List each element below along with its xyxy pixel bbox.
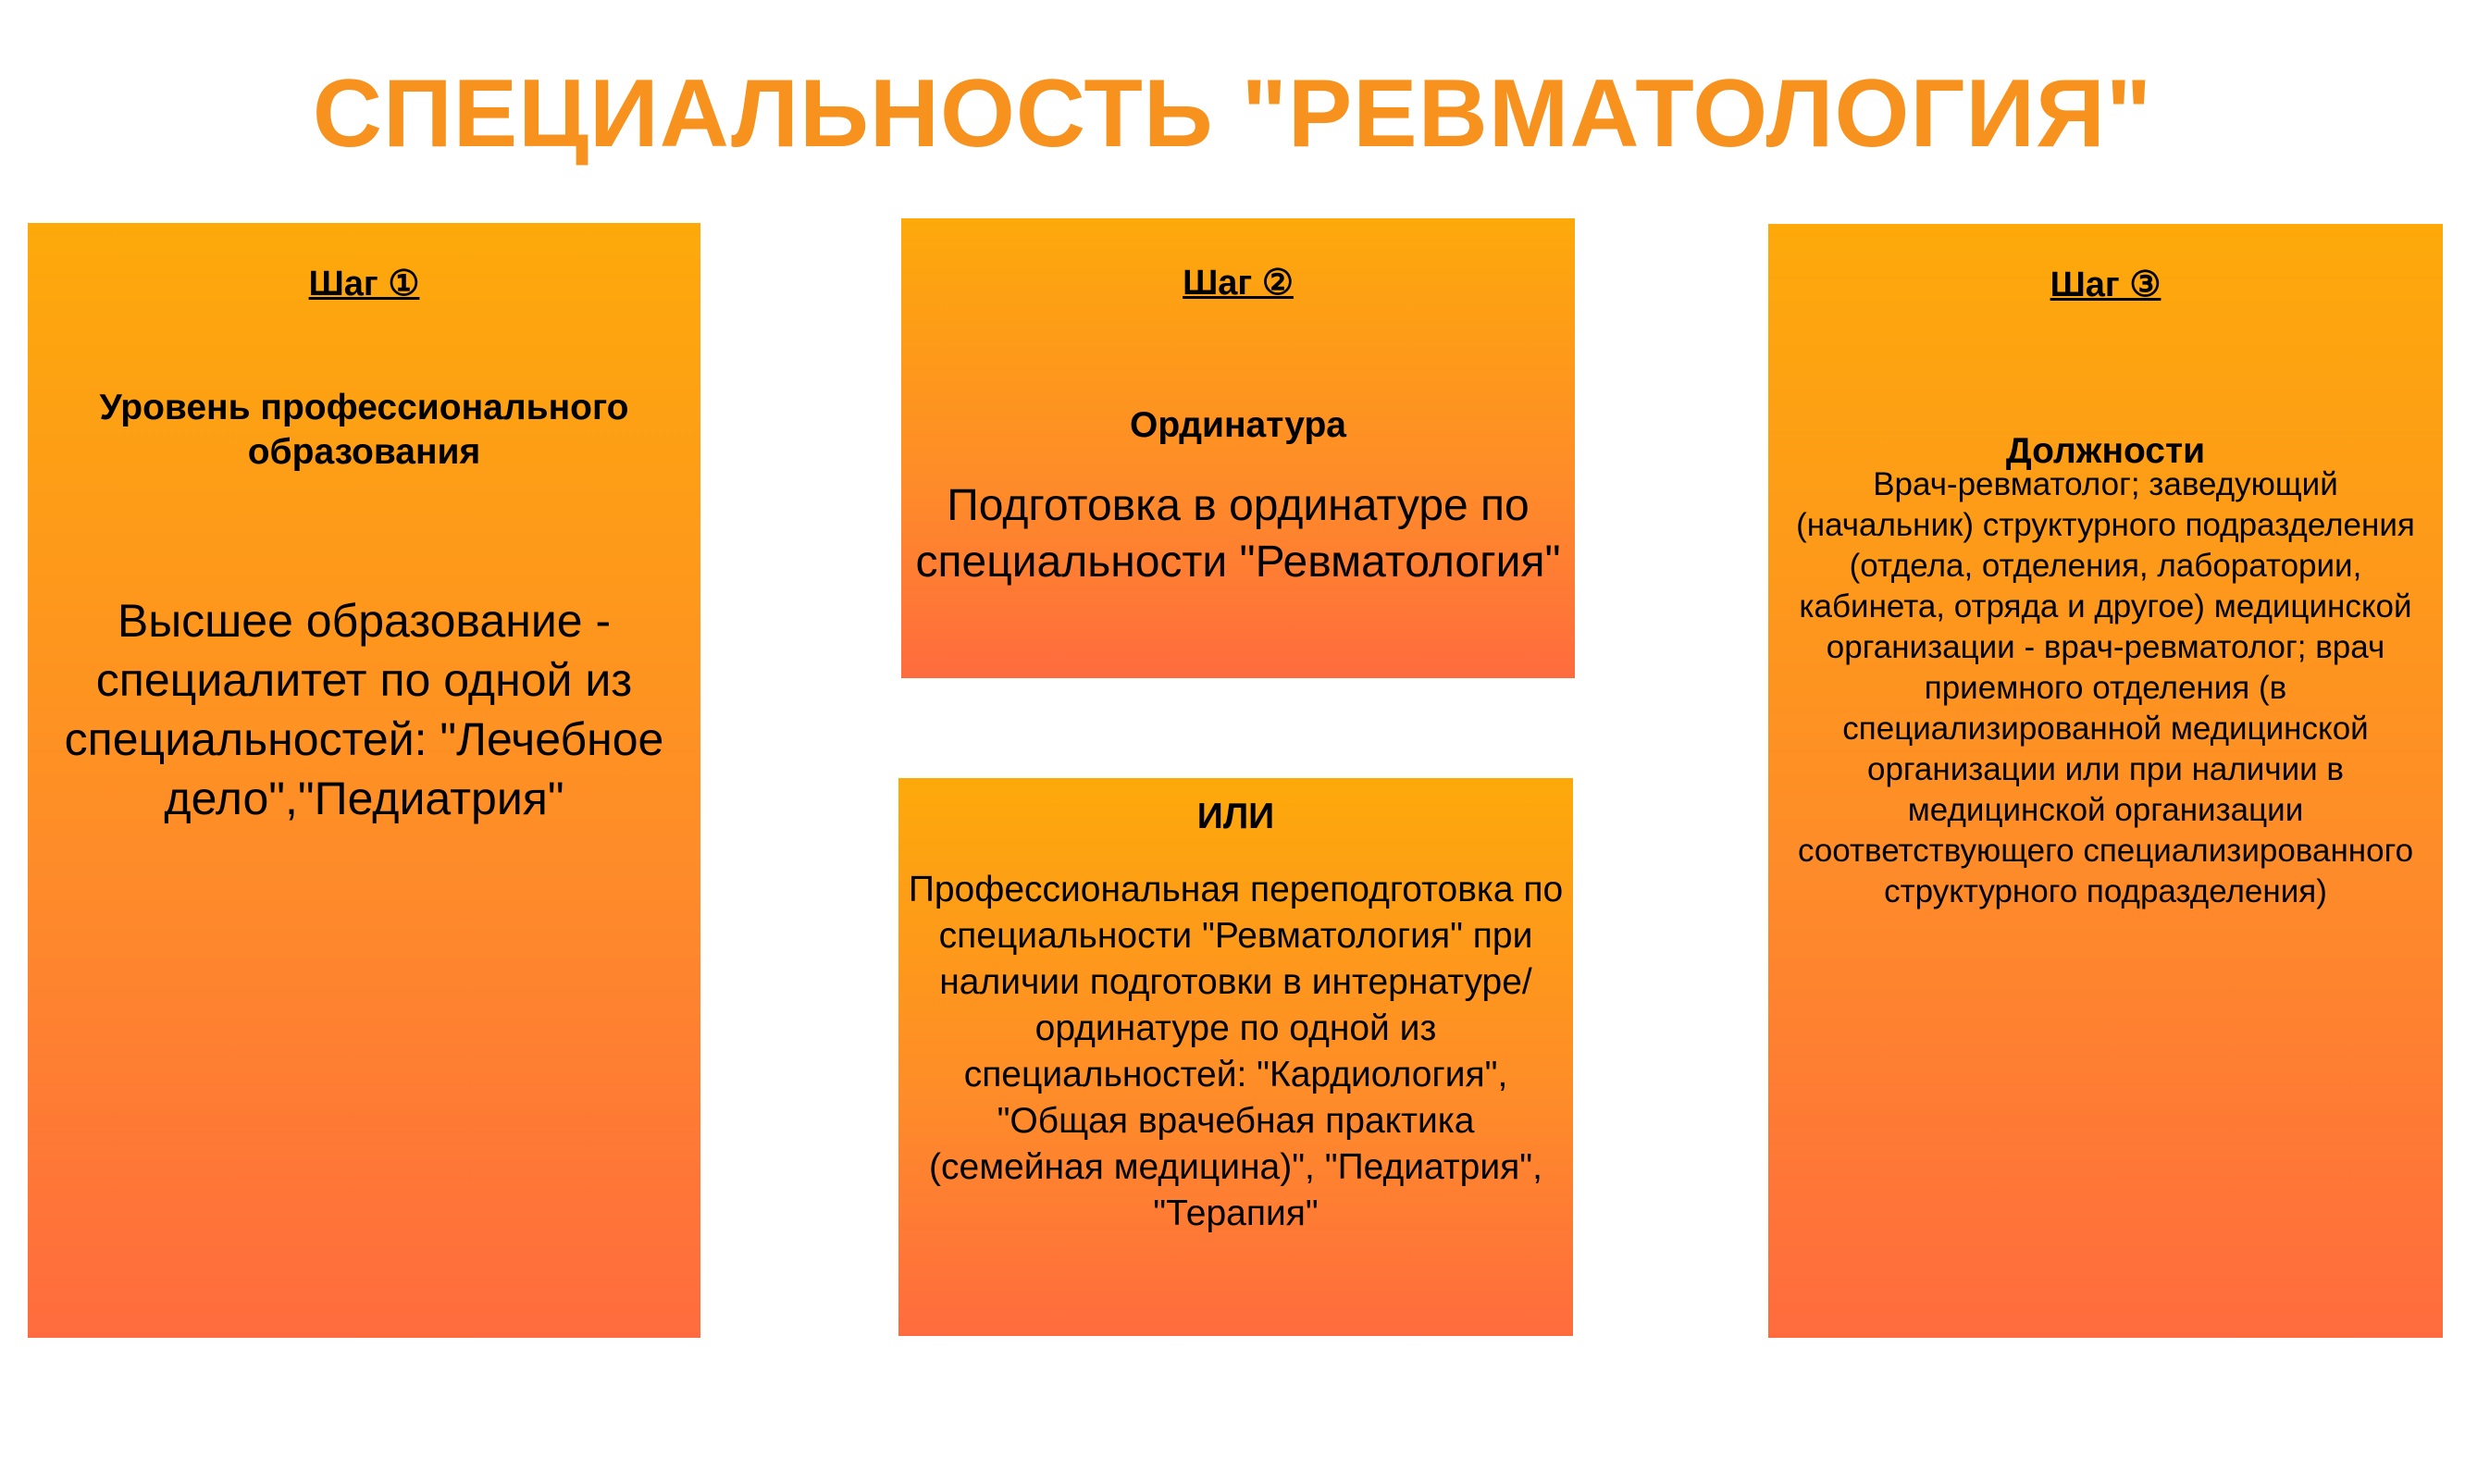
step-2-heading: Ординатура bbox=[1130, 405, 1346, 445]
step-1-label: Шаг ① bbox=[308, 265, 420, 303]
page-title: СПЕЦИАЛЬНОСТЬ "РЕВМАТОЛОГИЯ" bbox=[312, 60, 2153, 167]
step-1-heading: Уровень профессионального образования bbox=[99, 388, 629, 472]
step-3-card bbox=[1768, 224, 2443, 1338]
step-3-label: Шаг ③ bbox=[2050, 266, 2162, 304]
alternative-text: Профессиональная переподготовка по специальности "Ревматология" при наличии подготовки в интернатуре/ординатуре по одной из специальностей: "Кардиология", "Общая врачебная практика (семейная медицина)", "Педиатрия", "Терапия" bbox=[908, 870, 1564, 1233]
step-1-card bbox=[28, 223, 700, 1338]
step-3-text: Врач-ревматолог; заведующий (начальник) структурного подразделения (отдела, отделения, лаборатории, кабинета, отряда и другое) медицинской организации - врач-ревматолог; врач приемного отделения (в специализированной медицинской организации или при наличии в медицинской организации соответствующего специализированного структурного подразделения) bbox=[1796, 466, 2415, 909]
step-3-heading: Должности bbox=[2005, 431, 2206, 471]
step-2-text: Подготовка в ординатуре по специальности "Ревматология" bbox=[915, 481, 1561, 587]
alternative-heading: ИЛИ bbox=[1196, 797, 1275, 836]
step-1-text: Высшее образование - специалитет по одной из специальностей: "Лечебное дело","Педиатрия" bbox=[64, 595, 664, 824]
step-2-label: Шаг ② bbox=[1183, 264, 1294, 303]
step-2-card bbox=[901, 218, 1575, 678]
alternative-card bbox=[898, 778, 1573, 1336]
